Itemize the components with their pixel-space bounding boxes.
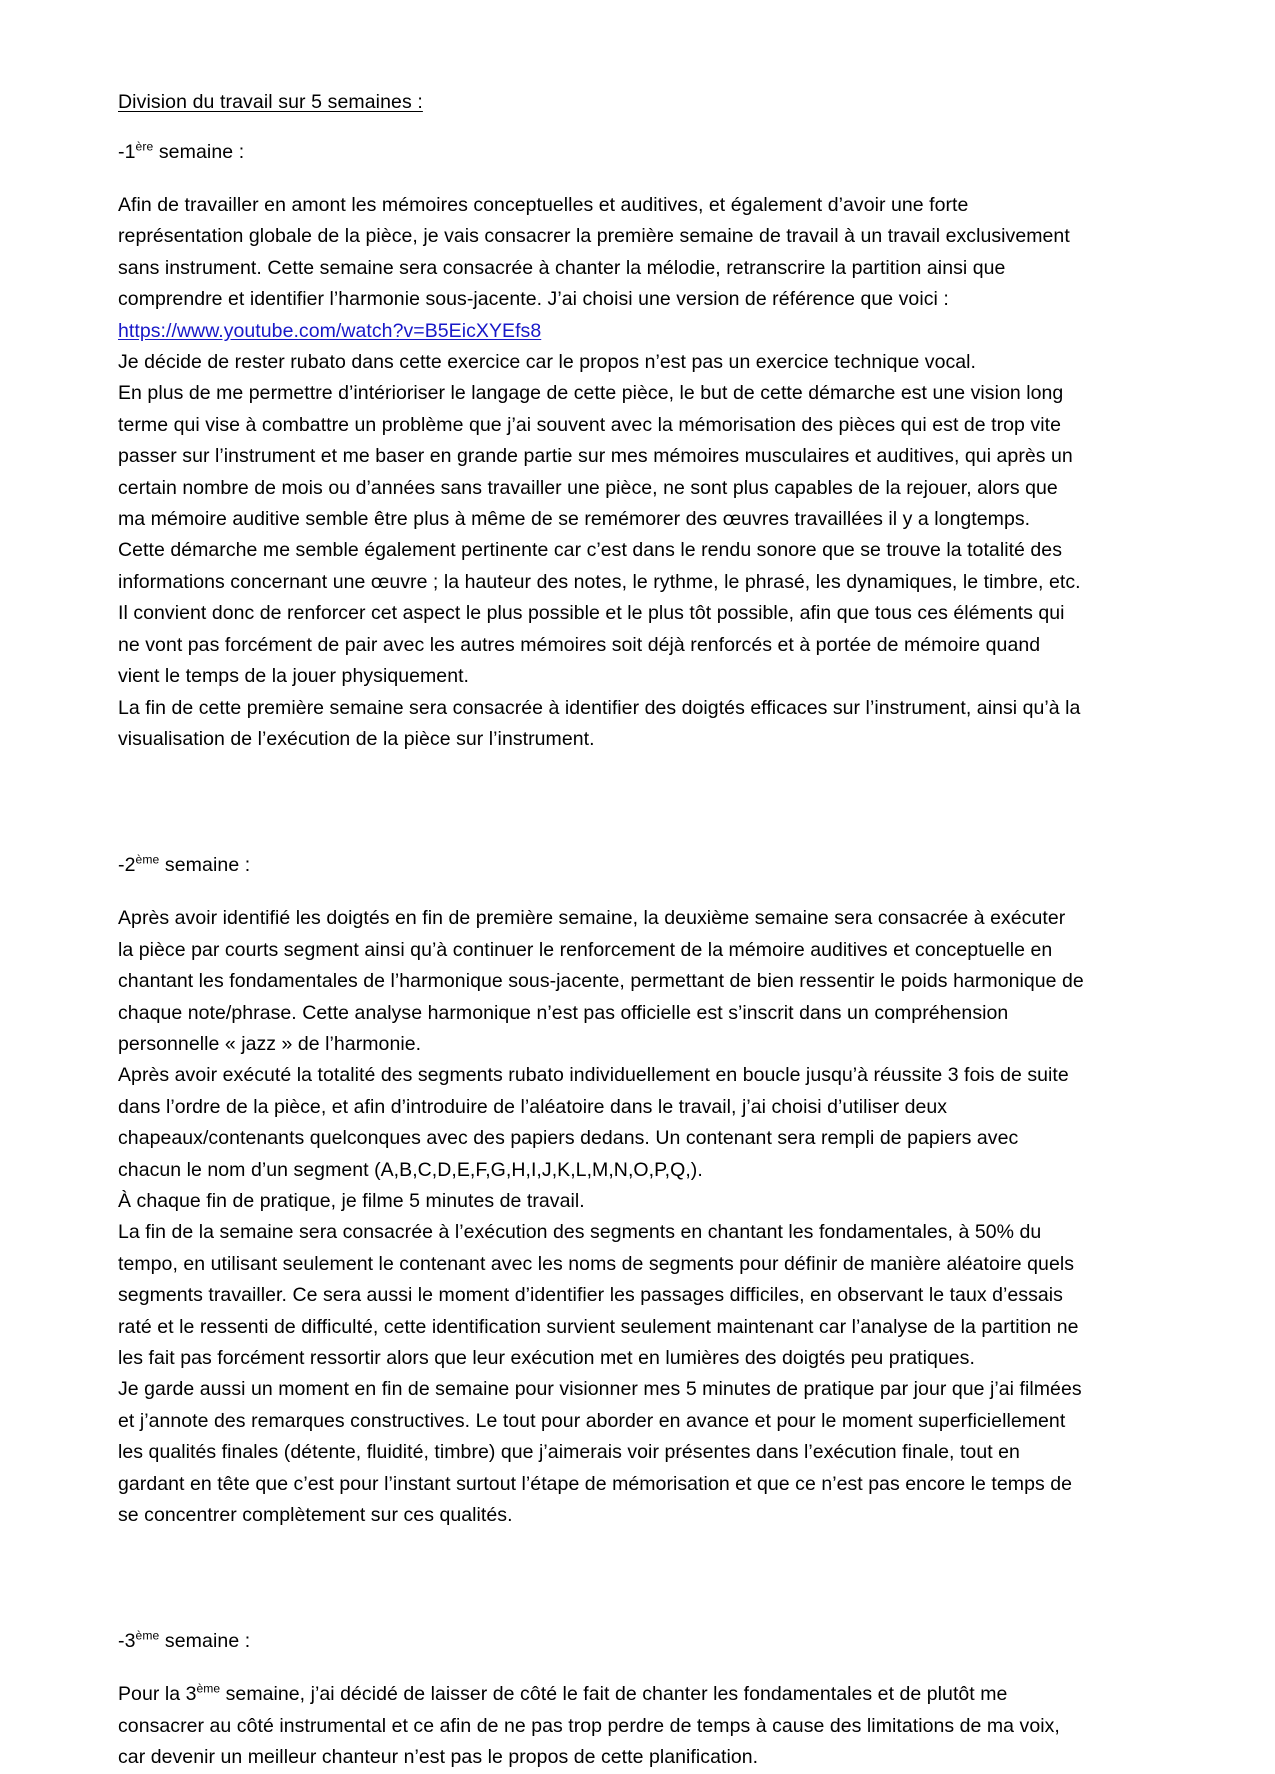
section-heading-week-3 [118,1627,1085,1655]
week-3-heading-prefix: -3 [118,1630,136,1653]
week-3-paragraph-ordinal: ème [196,1681,221,1696]
week-3-paragraph-rest: semaine, j’ai décidé de laisser de côté le fait de chanter les fondamentales et de plutôt me consacrer au côté instrumental et ce afin de ne pas trop perdre de temps à cause des limitations de ma voix, car devenir un meilleur chanteur n’est pas le propos de cette planification. [118,1683,1060,1769]
week-2-heading-prefix: -2 [118,854,136,877]
week-2-heading-ordinal: ème [135,852,160,867]
week-1-reference-link-line [118,316,1085,347]
week-1-heading-ordinal: ère [135,139,154,154]
week-1-paragraph-5: La fin de cette première semaine sera consacrée à identifier des doigtés efficaces sur l’instrument, ainsi qu’à la visualisation de l’exécution de la pièce sur l’instrument. [118,696,1081,750]
week-2-heading-suffix: semaine : [159,854,251,877]
week-2-paragraph-3: À chaque fin de pratique, je filme 5 minutes de travail. [118,1189,585,1212]
week-1-heading-prefix: -1 [118,141,136,163]
section-spacer-2 [118,1531,1085,1627]
week-1-paragraph-1: Afin de travailler en amont les mémoires conceptuelles et auditives, et également d’avoir une forte représentation globale de la pièce, je vais consacrer la première semaine de travail à un travail exclusivement sans instrument. Cette semaine sera consacrée à chanter la mélodie, retranscrire la partition ainsi que comprendre et identifier l’harmonie sous-jacente. J’ai choisi une version de référence que voici : [118,194,1070,311]
youtube-reference-link[interactable]: https://www.youtube.com/watch?v=B5EicXYEfs8 [118,319,542,342]
week-1-heading-suffix: semaine : [153,141,245,163]
week-2-paragraph-4: La fin de la semaine sera consacrée à l’exécution des segments en chantant les fondamentales, à 50% du tempo, en utilisant seulement le contenant avec les noms de segments pour définir de manière aléatoire quels segments travailler. Ce sera aussi le moment d’identifier les passages difficiles, en observant le taux d’essais raté et le ressenti de difficulté, cette identification survient seulement maintenant car l’analyse de la partition ne les fait pas forcément ressortir alors que leur exécution met en lumières des doigtés peu pratiques. [118,1221,1079,1369]
week-2-paragraph-1: Après avoir identifié les doigtés en fin de première semaine, la deuxième semaine sera consacrée à exécuter la pièce par courts segment ainsi qu’à continuer le renforcement de la mémoire auditives et conceptuelle en chantant les fondamentales de l’harmonique sous-jacente, permettant de bien ressentir le poids harmonique de chaque note/phrase. Cette analyse harmonique n’est pas officielle est s’inscrit dans un compréhension personnelle « jazz » de l’harmonie. [118,907,1084,1055]
week-3-paragraph-lead: Pour la 3 [118,1683,197,1706]
page-title: Division du travail sur 5 semaines : [118,91,423,113]
document-body [118,88,1085,1774]
week-1-paragraph-4: Cette démarche me semble également pertinente car c’est dans le rendu sonore que se trouve la totalité des informations concernant une œuvre ; la hauteur des notes, le rythme, le phrasé, les dynamiques, le timbre, etc. Il convient donc de renforcer cet aspect le plus possible et le plus tôt possible, afin que tous ces éléments qui ne vont pas forcément de pair avec les autres mémoires soit déjà renforcés et à portée de mémoire quand vient le temps de la jouer physiquement. [118,539,1081,688]
week-3-paragraph-1 [118,1679,1085,1773]
section-spacer-1 [118,755,1085,851]
section-heading-week-1 [118,138,1085,166]
week-3-heading-suffix: semaine : [159,1630,251,1653]
week-2-paragraph-5: Je garde aussi un moment en fin de semaine pour visionner mes 5 minutes de pratique par jour que j’ai filmées et j’annote des remarques constructives. Le tout pour aborder en avance et pour le moment superficiellement les qualités finales (détente, fluidité, timbre) que j’aimerais voir présentes dans l’exécution finale, tout en gardant en tête que c’est pour l’instant surtout l’étape de mémorisation et que ce n’est pas encore le temps de se concentrer complètement sur ces qualités. [118,1378,1082,1527]
week-2-paragraph-2: Après avoir exécuté la totalité des segments rubato individuellement en boucle jusqu’à réussite 3 fois de suite dans l’ordre de la pièce, et afin d’introduire de l’aléatoire dans le travail, j’ai choisi d’utiliser deux chapeaux/contenants quelconques avec des papiers dedans. Un contenant sera rempli de papiers avec chacun le nom d’un segment (A,B,C,D,E,F,G,H,I,J,K,L,M,N,O,P,Q,). [118,1064,1069,1181]
week-1-paragraph-3: En plus de me permettre d’intérioriser le langage de cette pièce, le but de cette démarche est une vision long terme qui vise à combattre un problème que j’ai souvent avec la mémorisation des pièces qui est de trop vite passer sur l’instrument et me baser en grande partie sur mes mémoires musculaires et auditives, qui après un certain nombre de mois ou d’années sans travailler une pièce, ne sont plus capables de la rejouer, alors que ma mémoire auditive semble être plus à même de se remémorer des œuvres travaillées il y a longtemps. [118,382,1073,531]
week-1-paragraph-2: Je décide de rester rubato dans cette exercice car le propos n’est pas un exercice technique vocal. [118,351,977,374]
week-3-heading-ordinal: ème [135,1628,160,1643]
section-heading-week-2 [118,851,1085,879]
